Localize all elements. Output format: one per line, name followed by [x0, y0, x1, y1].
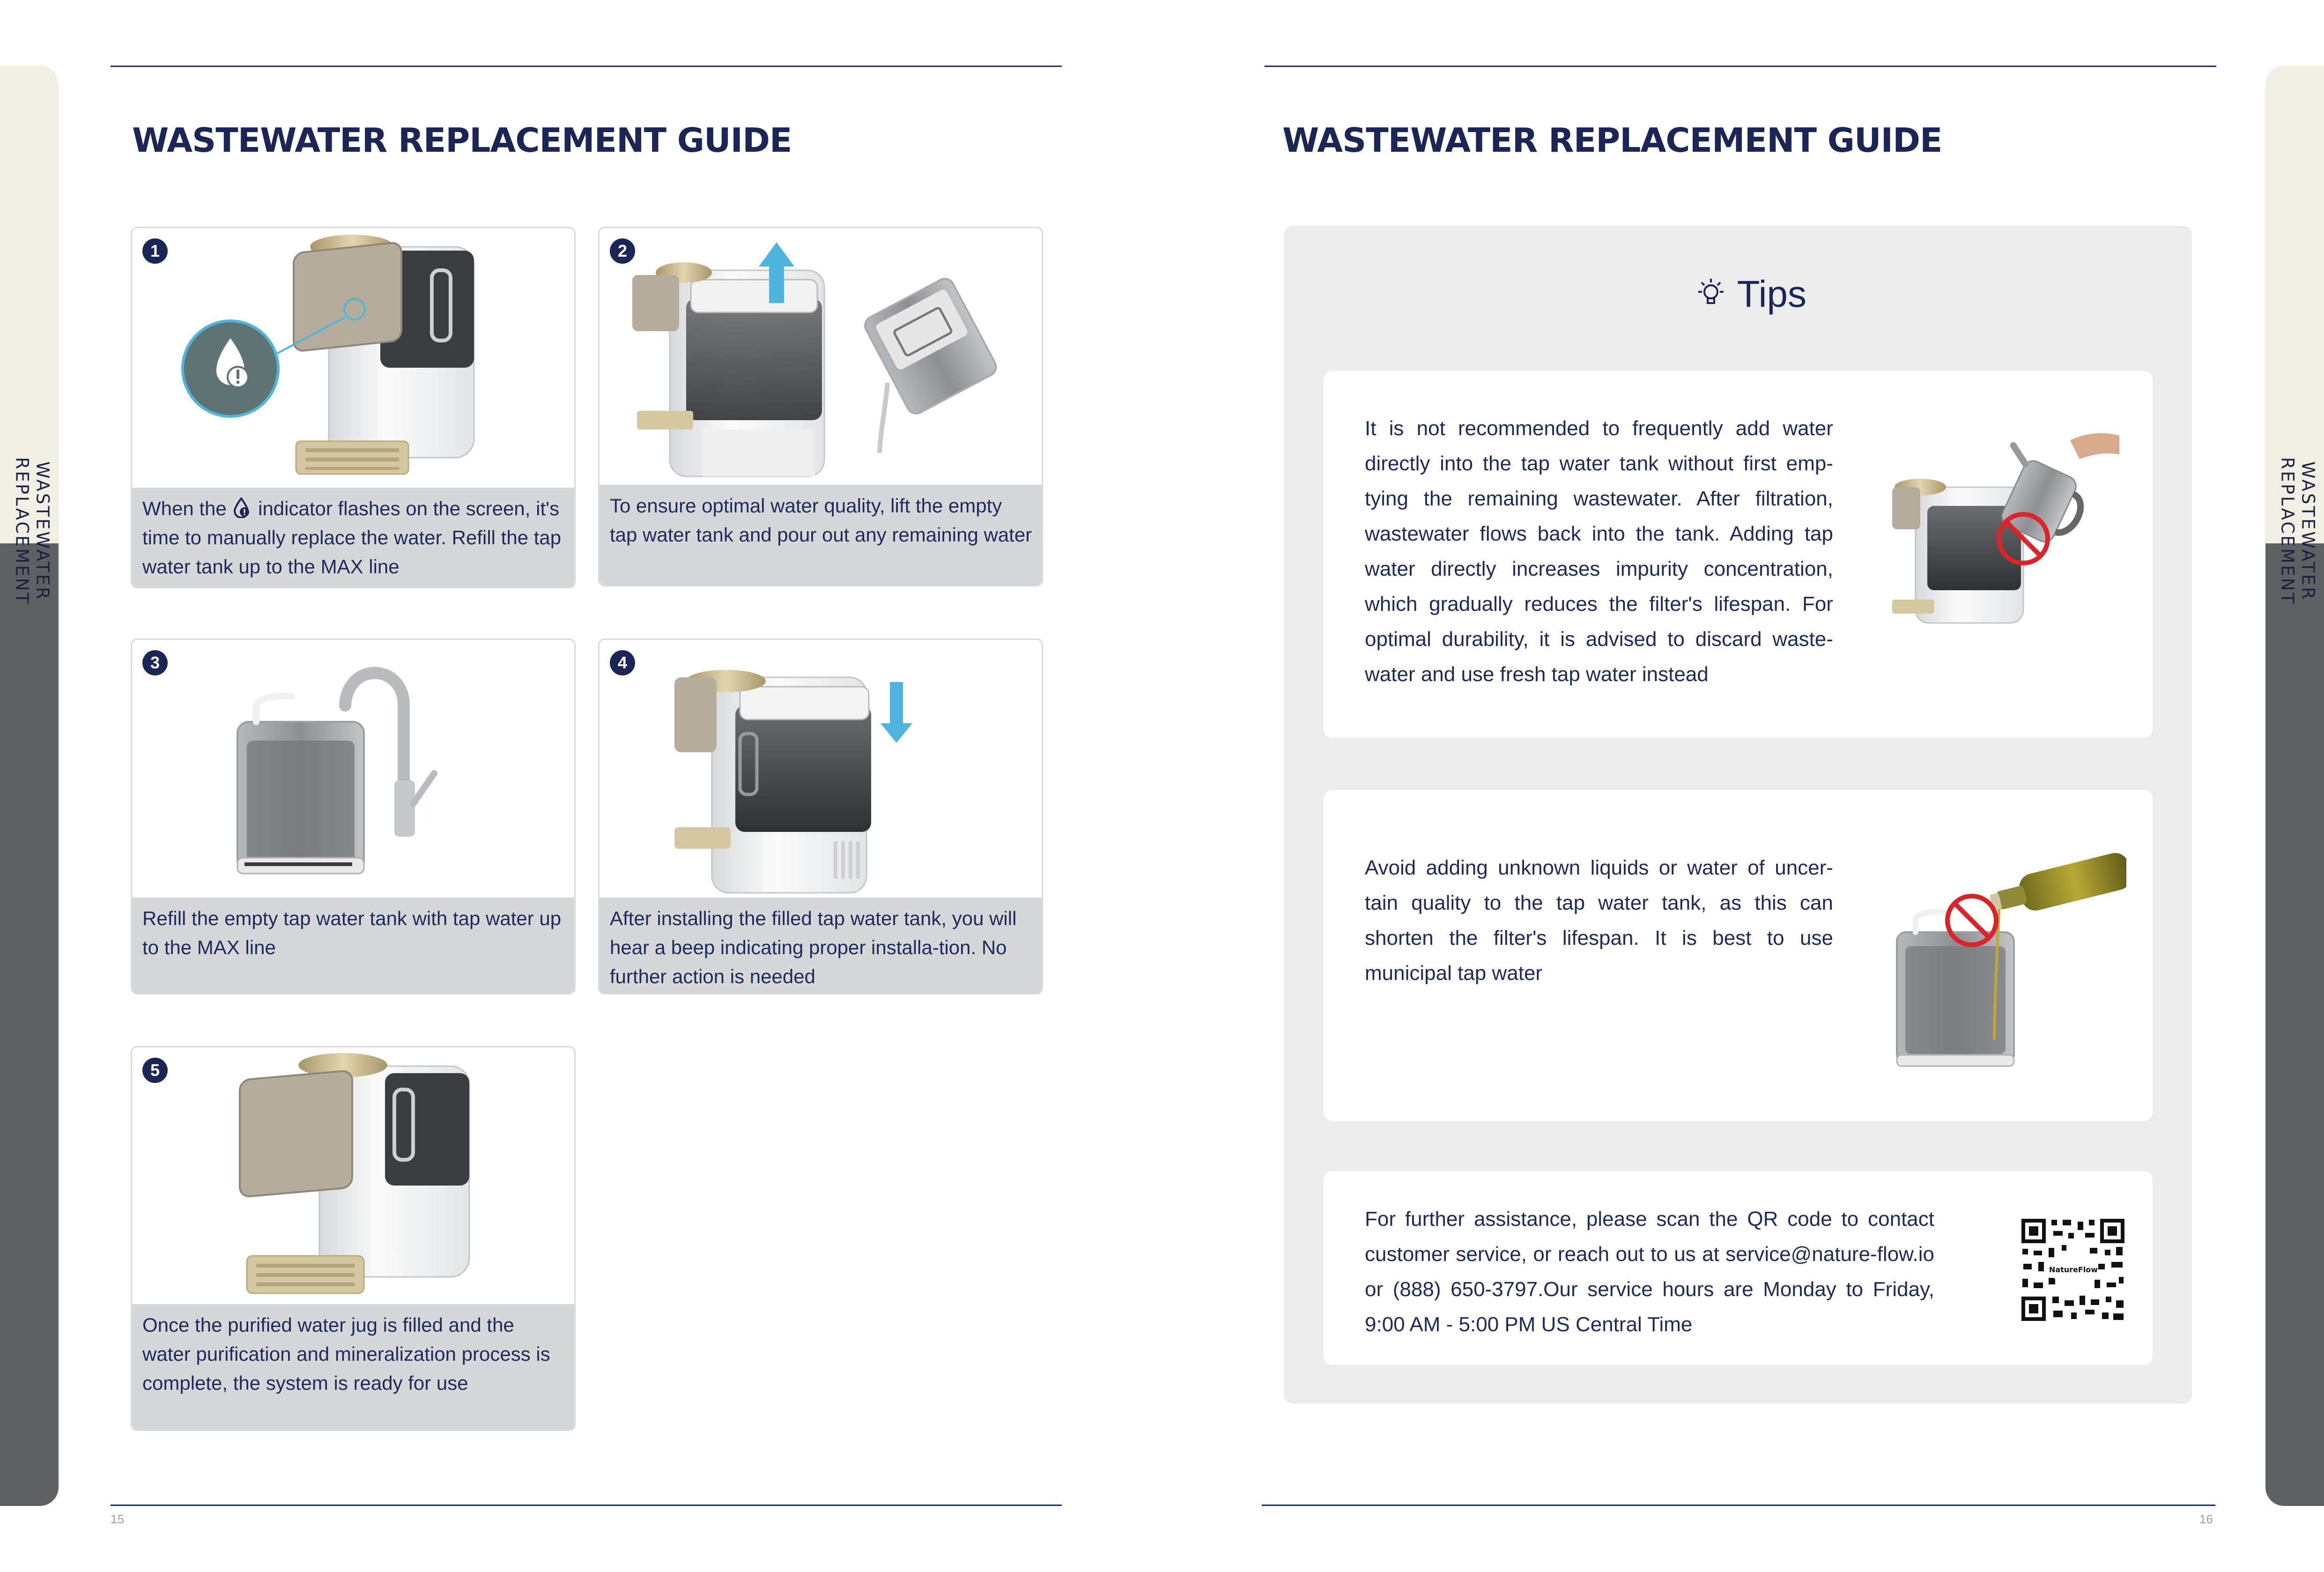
side-tab-line-1: WASTEWATER [2298, 461, 2318, 601]
step-2-badge: 2 [610, 238, 635, 264]
step-card-1 [131, 227, 576, 588]
tips-heading [1695, 273, 1806, 316]
step-3-badge: 3 [142, 650, 168, 675]
step-card-3 [131, 638, 576, 994]
top-rule-right [1265, 66, 2216, 67]
step-card-2 [598, 227, 1043, 586]
step-2-caption: To ensure optimal water quality, lift the empty tap water tank and pour out any remaining water [600, 485, 1042, 585]
side-tab-left [0, 66, 59, 1506]
bottom-rule-left [111, 1505, 1062, 1506]
lightbulb-icon [1695, 277, 1727, 310]
step-3-caption: Refill the empty tap water tank with tap water up to the MAX line [132, 897, 574, 993]
step-1-caption-start: When the [142, 497, 232, 519]
tips-heading-text: Tips [1737, 273, 1806, 315]
step-card-5 [131, 1046, 576, 1431]
step-1-badge: 1 [142, 238, 168, 264]
side-tab-right [2265, 66, 2324, 1506]
step-card-4 [598, 638, 1043, 994]
bottom-rule-right [1262, 1505, 2215, 1506]
step-2-illustration [600, 228, 1042, 490]
step-1-caption-end: indicator flashes on the screen, it's time to manually replace the water. Refill the tap water tank up to the MAX line [142, 497, 562, 578]
step-5-caption: Once the purified water jug is filled and the water purification and mineralization process is complete, the system is ready for use [132, 1304, 574, 1430]
page-title-left: WASTEWATER REPLACEMENT GUIDE [132, 121, 792, 160]
side-tab-label [6, 451, 53, 612]
qr-code [2020, 1217, 2126, 1323]
water-drop-alert-icon [232, 497, 252, 518]
step-5-badge: 5 [142, 1058, 168, 1083]
top-rule-left [111, 66, 1062, 67]
side-tab-line-2: REPLACEMENT [2277, 457, 2298, 606]
side-tab-label [2272, 451, 2318, 612]
tip-2-illustration [1883, 843, 2126, 1082]
qr-code-logo-text: NatureFlow [2049, 1265, 2098, 1274]
step-4-illustration [600, 640, 1042, 897]
page-number-left: 15 [111, 1512, 124, 1526]
side-tab-line-1: WASTEWATER [32, 461, 53, 601]
side-tab-line-2: REPLACEMENT [12, 457, 32, 606]
step-3-illustration [132, 640, 574, 897]
side-tab-dark-segment [2265, 543, 2324, 1506]
tip-1-illustration [1883, 426, 2126, 670]
page-title-right: WASTEWATER REPLACEMENT GUIDE [1282, 121, 1942, 160]
step-5-illustration [132, 1047, 574, 1305]
step-1-caption [132, 488, 574, 587]
side-tab-dark-segment [0, 543, 59, 1506]
tip-1-text: It is not recommended to frequently add water directly into the tap water tank without first emp-tying the remaining wastewater. After filtration, wastewater flows back into the tank. Adding tap water directly increases impurity concentration, which gradually reduces the filter's lifespan. For optimal durability, it is advised to discard waste-water and use fresh tap water instead [1365, 417, 1833, 686]
tip-3-text: For further assistance, please scan the QR code to contact customer service, or reach out to us at service@nature-flow.io or (888) 650-3797.Our service hours are Monday to Friday, 9:00 AM - 5:00 PM US Central Time [1365, 1208, 1934, 1336]
page-number-right: 16 [2199, 1512, 2213, 1526]
tip-2-text: Avoid adding unknown liquids or water of uncer-tain quality to the tap water tank, as this can shorten the filter's lifespan. It is best to use municipal tap water [1365, 856, 1833, 985]
step-4-caption: After installing the filled tap water tank, you will hear a beep indicating proper installa-tion. No further action is needed [600, 897, 1042, 993]
step-4-badge: 4 [610, 650, 635, 675]
step-1-illustration [132, 228, 574, 490]
